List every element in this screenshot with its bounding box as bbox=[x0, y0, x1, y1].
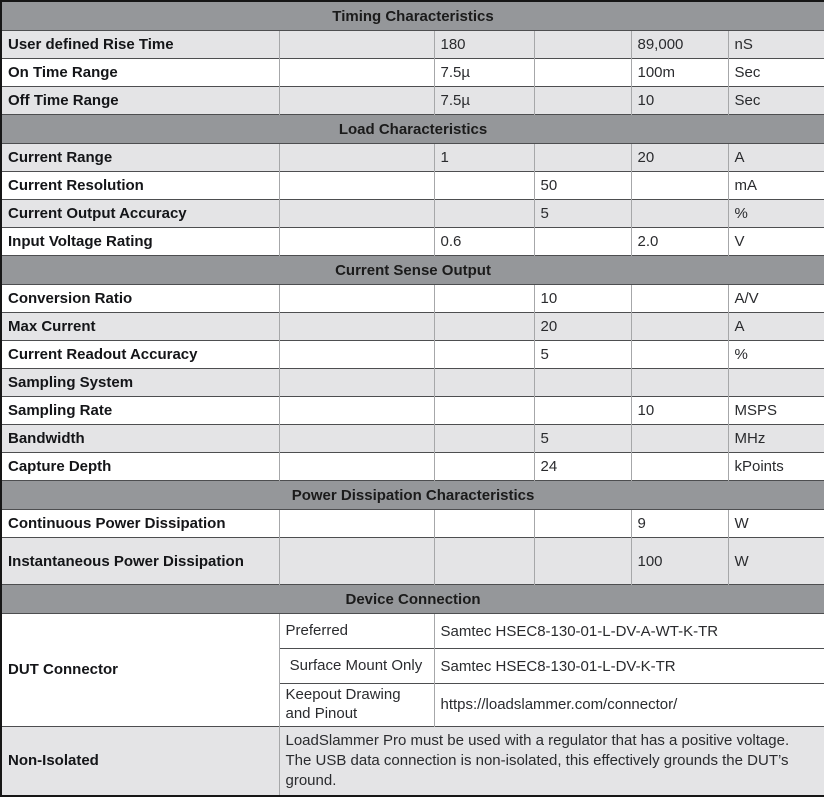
value-cell: 50 bbox=[534, 172, 631, 200]
section-title: Timing Characteristics bbox=[1, 1, 824, 31]
value-cell bbox=[631, 453, 728, 481]
value-cell bbox=[434, 285, 534, 313]
value-cell bbox=[279, 453, 434, 481]
table-row bbox=[1, 313, 824, 341]
param-label: Current Range bbox=[1, 144, 279, 172]
value-cell bbox=[279, 228, 434, 256]
value-cell: 5 bbox=[534, 341, 631, 369]
table-row bbox=[1, 144, 824, 172]
connector-type-cell: Surface Mount Only bbox=[279, 649, 434, 684]
section-title: Power Dissipation Characteristics bbox=[1, 481, 824, 510]
unit-cell: % bbox=[728, 341, 824, 369]
value-cell bbox=[279, 341, 434, 369]
value-cell: 5 bbox=[534, 425, 631, 453]
table-row bbox=[1, 369, 824, 397]
value-cell bbox=[631, 200, 728, 228]
unit-cell: kPoints bbox=[728, 453, 824, 481]
param-label: Current Resolution bbox=[1, 172, 279, 200]
value-cell: 10 bbox=[534, 285, 631, 313]
connector-type-cell: Keepout Drawing and Pinout bbox=[279, 684, 434, 727]
value-cell bbox=[434, 369, 534, 397]
unit-cell: % bbox=[728, 200, 824, 228]
table-row bbox=[1, 614, 824, 649]
connector-value-cell: Samtec HSEC8-130-01-L-DV-A-WT-K-TR bbox=[434, 614, 824, 649]
table-row bbox=[1, 59, 824, 87]
value-cell bbox=[279, 397, 434, 425]
param-label: On Time Range bbox=[1, 59, 279, 87]
value-cell: 7.5µ bbox=[434, 59, 534, 87]
value-cell bbox=[279, 31, 434, 59]
param-label: Capture Depth bbox=[1, 453, 279, 481]
param-label: Sampling System bbox=[1, 369, 279, 397]
value-cell bbox=[631, 369, 728, 397]
value-cell bbox=[534, 87, 631, 115]
value-cell: 10 bbox=[631, 87, 728, 115]
value-cell bbox=[279, 369, 434, 397]
value-cell bbox=[434, 313, 534, 341]
value-cell: 9 bbox=[631, 510, 728, 538]
value-cell: 1 bbox=[434, 144, 534, 172]
unit-cell: nS bbox=[728, 31, 824, 59]
value-cell bbox=[631, 425, 728, 453]
value-cell bbox=[534, 31, 631, 59]
value-cell: 10 bbox=[631, 397, 728, 425]
param-label: User defined Rise Time bbox=[1, 31, 279, 59]
value-cell: 100m bbox=[631, 59, 728, 87]
table-row bbox=[1, 425, 824, 453]
unit-cell: Sec bbox=[728, 87, 824, 115]
value-cell: 2.0 bbox=[631, 228, 728, 256]
value-cell bbox=[434, 453, 534, 481]
unit-cell: W bbox=[728, 510, 824, 538]
value-cell bbox=[279, 425, 434, 453]
param-label: Current Output Accuracy bbox=[1, 200, 279, 228]
value-cell bbox=[279, 87, 434, 115]
table-row bbox=[1, 397, 824, 425]
table-row bbox=[1, 285, 824, 313]
value-cell bbox=[279, 172, 434, 200]
value-cell bbox=[631, 341, 728, 369]
table-row bbox=[1, 341, 824, 369]
param-label: Off Time Range bbox=[1, 87, 279, 115]
value-cell bbox=[279, 285, 434, 313]
param-label: Conversion Ratio bbox=[1, 285, 279, 313]
connector-value-cell: Samtec HSEC8-130-01-L-DV-K-TR bbox=[434, 649, 824, 684]
param-label: Input Voltage Rating bbox=[1, 228, 279, 256]
value-cell: 20 bbox=[631, 144, 728, 172]
value-cell bbox=[279, 510, 434, 538]
param-label: Current Readout Accuracy bbox=[1, 341, 279, 369]
table-row bbox=[1, 228, 824, 256]
value-cell bbox=[279, 144, 434, 172]
table-row bbox=[1, 172, 824, 200]
connector-type-cell: Preferred bbox=[279, 614, 434, 649]
value-cell bbox=[534, 369, 631, 397]
value-cell bbox=[434, 425, 534, 453]
value-cell bbox=[279, 59, 434, 87]
value-cell: 89,000 bbox=[631, 31, 728, 59]
param-label-non-isolated: Non-Isolated bbox=[1, 726, 279, 796]
value-cell: 180 bbox=[434, 31, 534, 59]
value-cell bbox=[434, 200, 534, 228]
unit-cell: MSPS bbox=[728, 397, 824, 425]
value-cell bbox=[631, 313, 728, 341]
section-header-device-connection bbox=[1, 585, 824, 614]
table-row bbox=[1, 453, 824, 481]
value-cell bbox=[279, 538, 434, 585]
section-header-timing bbox=[1, 1, 824, 31]
value-cell bbox=[534, 397, 631, 425]
section-header-power bbox=[1, 481, 824, 510]
section-header-current-sense bbox=[1, 256, 824, 285]
connector-url-cell: https://loadslammer.com/connector/ bbox=[434, 684, 824, 727]
param-label: Instantaneous Power Dissipation bbox=[1, 538, 279, 585]
table-row bbox=[1, 200, 824, 228]
value-cell bbox=[434, 510, 534, 538]
value-cell: 24 bbox=[534, 453, 631, 481]
value-cell bbox=[534, 538, 631, 585]
value-cell bbox=[434, 538, 534, 585]
unit-cell bbox=[728, 369, 824, 397]
table-row bbox=[1, 726, 824, 796]
value-cell: 100 bbox=[631, 538, 728, 585]
table-row bbox=[1, 87, 824, 115]
param-label: Max Current bbox=[1, 313, 279, 341]
value-cell bbox=[631, 172, 728, 200]
unit-cell: A bbox=[728, 313, 824, 341]
param-label: Bandwidth bbox=[1, 425, 279, 453]
param-label-dut-connector: DUT Connector bbox=[1, 614, 279, 727]
table-row bbox=[1, 510, 824, 538]
value-cell bbox=[534, 510, 631, 538]
value-cell bbox=[631, 285, 728, 313]
value-cell bbox=[534, 228, 631, 256]
unit-cell: A bbox=[728, 144, 824, 172]
table-row bbox=[1, 538, 824, 585]
value-cell bbox=[279, 200, 434, 228]
section-title: Load Characteristics bbox=[1, 115, 824, 144]
value-cell bbox=[279, 313, 434, 341]
unit-cell: A/V bbox=[728, 285, 824, 313]
value-cell bbox=[434, 341, 534, 369]
section-header-load bbox=[1, 115, 824, 144]
value-cell bbox=[434, 397, 534, 425]
table-row bbox=[1, 31, 824, 59]
param-label: Continuous Power Dissipation bbox=[1, 510, 279, 538]
value-cell bbox=[434, 172, 534, 200]
section-title: Current Sense Output bbox=[1, 256, 824, 285]
unit-cell: W bbox=[728, 538, 824, 585]
value-cell: 0.6 bbox=[434, 228, 534, 256]
param-label: Sampling Rate bbox=[1, 397, 279, 425]
value-cell: 7.5µ bbox=[434, 87, 534, 115]
unit-cell: V bbox=[728, 228, 824, 256]
unit-cell: Sec bbox=[728, 59, 824, 87]
section-title: Device Connection bbox=[1, 585, 824, 614]
value-cell bbox=[534, 144, 631, 172]
non-isolated-note: LoadSlammer Pro must be used with a regulator that has a positive voltage. The USB data connection is non-isolated, this effectively grounds the DUT’s ground. bbox=[279, 726, 824, 796]
value-cell: 5 bbox=[534, 200, 631, 228]
value-cell: 20 bbox=[534, 313, 631, 341]
unit-cell: MHz bbox=[728, 425, 824, 453]
value-cell bbox=[534, 59, 631, 87]
unit-cell: mA bbox=[728, 172, 824, 200]
